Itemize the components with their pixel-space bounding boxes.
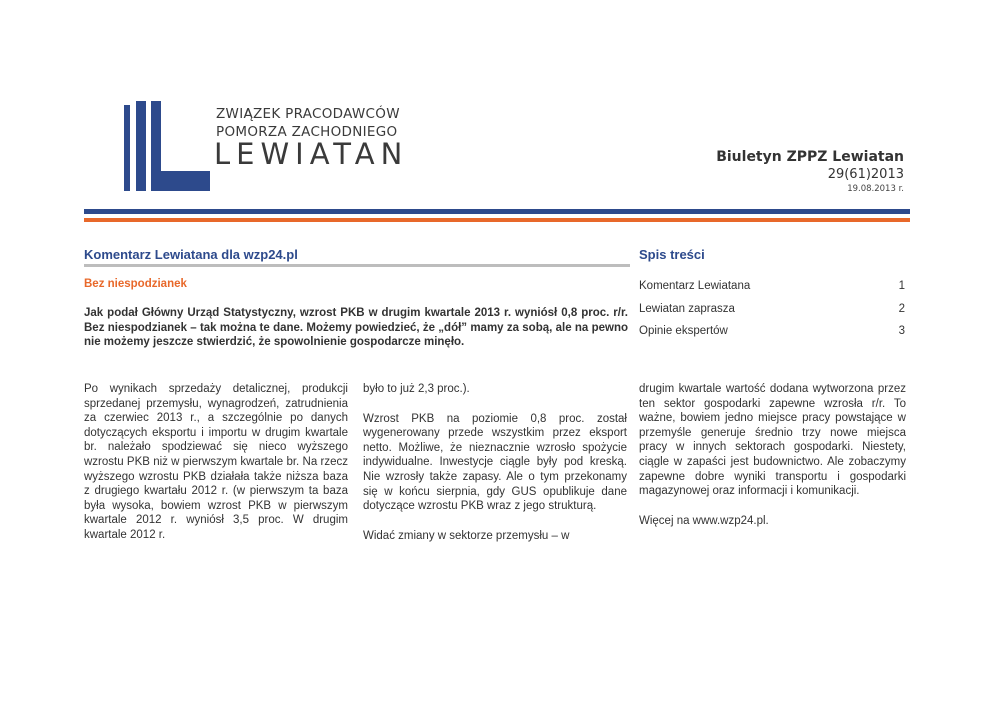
main-section-title: Komentarz Lewiatana dla wzp24.pl: [84, 247, 298, 262]
bulletin-issue: 29(61)2013: [827, 167, 904, 182]
org-name-lewiatan: LEWIATAN: [214, 137, 409, 171]
toc-item-label: Lewiatan zaprasza: [639, 302, 735, 315]
bulletin-title: Biuletyn ZPPZ Lewiatan: [716, 149, 904, 165]
toc-item-label: Opinie ekspertów: [639, 325, 728, 337]
article-column-2: [363, 382, 627, 543]
toc-item-page: 2: [898, 302, 905, 315]
bulletin-date: 19.08.2013 r.: [847, 184, 904, 194]
toc-item-page: 3: [898, 325, 905, 337]
toc-item-label: Komentarz Lewiatana: [639, 280, 751, 292]
article-subheading: Bez niespodzianek: [84, 278, 187, 290]
table-of-contents: [639, 277, 905, 345]
column-3-paragraph-1: drugim kwartale wartość dodana wytworzona przez ten sektor gospodarki zapewne wzrosła r/r. To ważne, bowiem jedno miejsce pracy powstające w przemyśle generuje średnio trzy nowe miejsca pracy w innych sektorach gospodarki. Niestety, ciągle w zapaści jest budownictwo. Ale zobaczymy zapewne dobre wyniki transportu i gospodarki magazynowej oraz informacji i komunikacji.: [639, 383, 906, 498]
toc-item[interactable]: [639, 300, 905, 323]
column-2-paragraph-2: Wzrost PKB na poziomie 0,8 proc. został wygenerowany przede wszystkim przez eksport netto. Możliwe, że nieznacznie wzrosło spożycie indywidualne. Inwestycje ciągle były pod kreską. Nie wzrosły także zapasy. Ale o tym przekonamy się w końcu sierpnia, gdy GUS opublikuje dane dotyczące wzrostu PKB wraz z jego strukturą.: [363, 412, 627, 513]
toc-item-page: 1: [898, 280, 905, 292]
org-name-line2: POMORZA ZACHODNIEGO: [216, 124, 398, 140]
header-stripe-orange: [84, 218, 910, 222]
toc-title: Spis treści: [639, 247, 705, 262]
bulletin-header: [716, 148, 904, 195]
column-2-paragraph-1: było to już 2,3 proc.).: [363, 383, 470, 395]
article-column-1: [84, 382, 348, 543]
lewiatan-logo-icon: [124, 101, 210, 193]
header-stripe-blue: [84, 209, 910, 214]
toc-item[interactable]: [639, 322, 905, 345]
toc-item[interactable]: [639, 277, 905, 300]
article-lead: Jak podał Główny Urząd Statystyczny, wzrost PKB w drugim kwartale 2013 r. wyniósł 0,8 proc. r/r. Bez niespodzianek – tak można te dane. Możemy powiedzieć, że „dół” mamy za sobą, ale na pewno nie możemy jeszcze stwierdzić, że spowolnienie gospodarcze minęło.: [84, 307, 628, 348]
column-2-paragraph-3: Widać zmiany w sektorze przemysłu – w: [363, 529, 570, 542]
column-1-paragraph: Po wynikach sprzedaży detalicznej, produkcji sprzedanej przemysłu, wynagrodzeń, zatrudnienia za czerwiec 2013 r., a szczególnie po danych dotyczących eksportu i importu w drugim kwartale br. należało spodziewać się nieco wyższego wzrostu PKB niż w pierwszym kwartale br. Na rzecz wyższego wzrostu PKB działała także niższa baza z drugiego kwartału 2012 r. (w pierwszym ta baza była wysoka, bowiem wzrost PKB w pierwszym kwartale 2012 r. wyniósł 3,5 proc. W drugim kwartale 2012 r.: [84, 383, 348, 541]
article-column-3: [639, 382, 906, 528]
section-divider: [84, 264, 630, 267]
more-info-link[interactable]: Więcej na www.wzp24.pl.: [639, 514, 769, 527]
org-name-line1: ZWIĄZEK PRACODAWCÓW: [216, 106, 400, 122]
